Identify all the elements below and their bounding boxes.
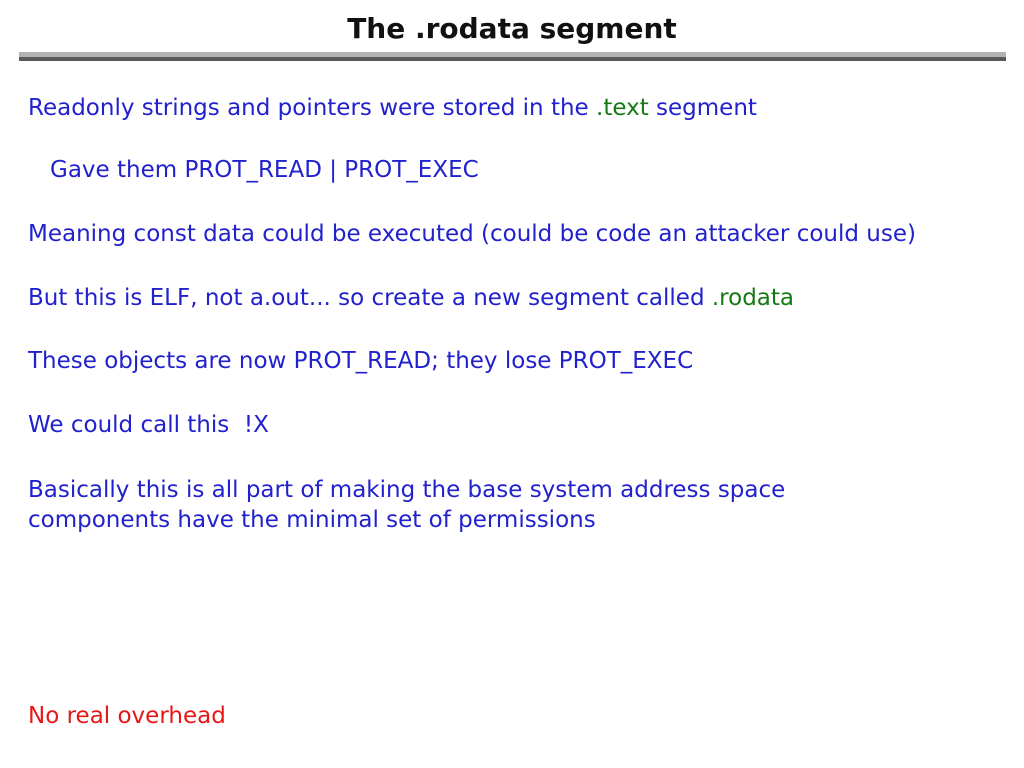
bullet-call-this-notx: We could call this !X xyxy=(28,412,269,438)
bullet-readonly-strings xyxy=(28,93,757,123)
slide-title: The .rodata segment xyxy=(347,12,677,45)
bullet-prot-read-exec: Gave them PROT_READ | PROT_EXEC xyxy=(50,157,479,183)
bullet-meaning-const: Meaning const data could be executed (could be code an attacker could use) xyxy=(28,221,916,247)
bullet-readonly-strings-pre: Readonly strings and pointers were stored in the xyxy=(28,95,597,121)
title-divider xyxy=(19,52,1006,61)
bullet-minimal-permissions-line1: Basically this is all part of making the base system address space xyxy=(28,477,786,503)
bullet-minimal-permissions-line2: components have the minimal set of permissions xyxy=(28,507,596,534)
footer-no-overhead: No real overhead xyxy=(28,703,226,729)
text-segment-highlight: .text xyxy=(596,95,649,121)
divider-dark-band xyxy=(19,57,1006,61)
rodata-segment-highlight: .rodata xyxy=(711,285,794,311)
bullet-elf-rodata-pre: But this is ELF, not a.out... so create a new segment called xyxy=(28,285,712,311)
bullet-elf-rodata xyxy=(28,283,794,313)
bullet-readonly-strings-post: segment xyxy=(648,95,757,121)
bullet-minimal-permissions xyxy=(28,475,785,536)
bullet-objects-prot-read: These objects are now PROT_READ; they lose PROT_EXEC xyxy=(28,348,694,374)
